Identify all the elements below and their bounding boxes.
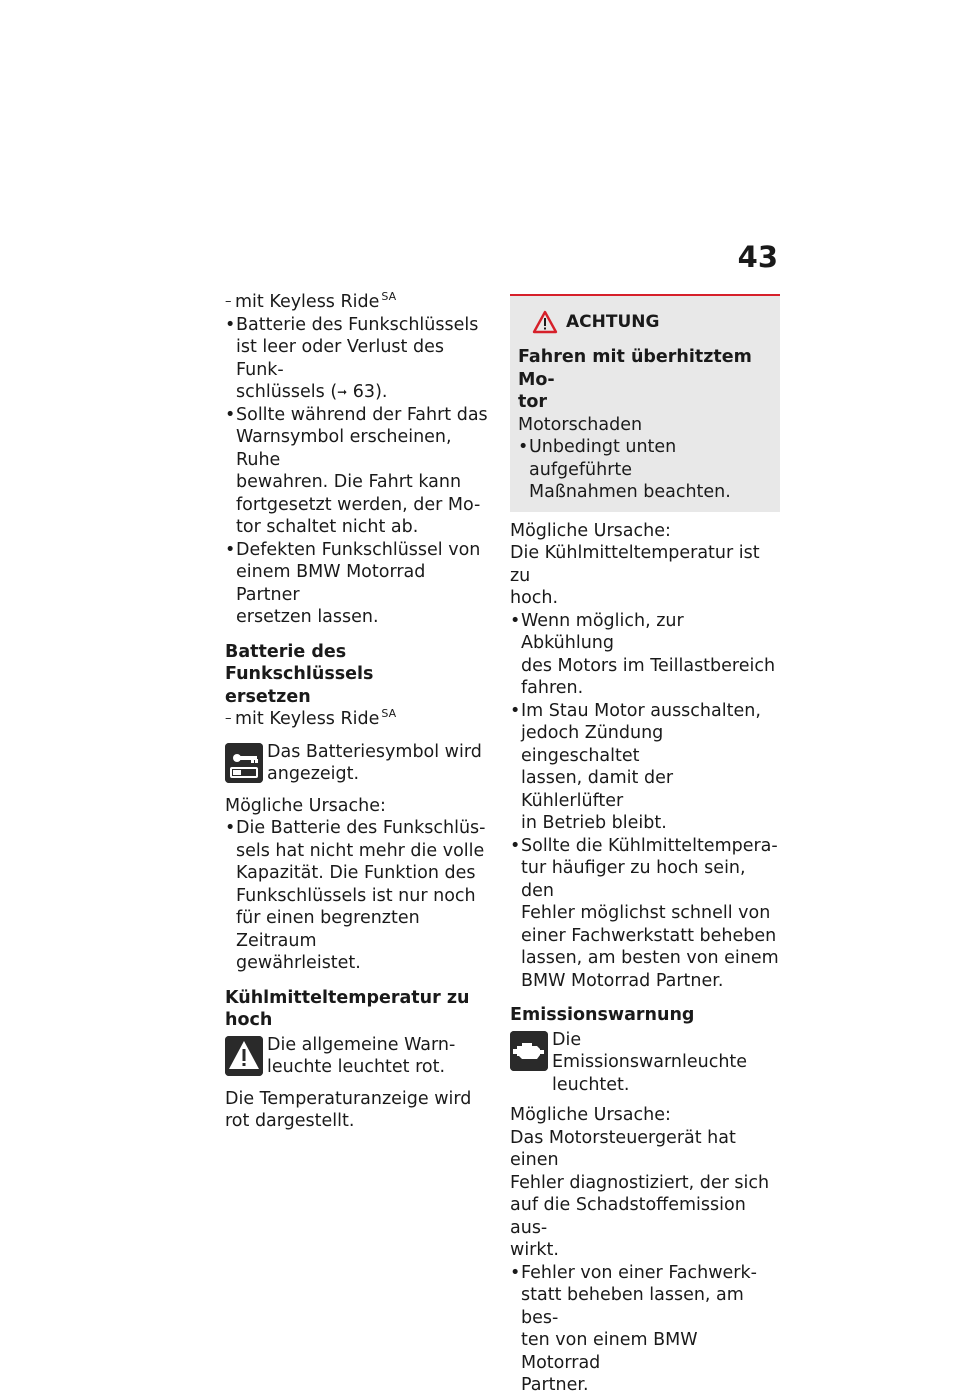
battery-indicator-row: Das Batteriesymbol wird angezeigt. — [225, 741, 493, 787]
warning-title: ACHTUNG — [566, 311, 660, 332]
warning-heading: Fahren mit überhitztem Mo- tor — [518, 347, 752, 412]
coolant-warning-row: Die allgemeine Warn- leuchte leuchtet rot. — [225, 1034, 493, 1080]
list-item: • Fehler von einer Fachwerk- statt beheben lassen, am bes- ten von einem BMW Motorrad Partner. — [510, 1262, 780, 1397]
list-item: • Im Stau Motor ausschalten, jedoch Zündung eingeschaltet lassen, damit der Kühlerlüfter in Betrieb bleibt. — [510, 700, 780, 835]
list-item: • Unbedingt unten aufgeführte Maßnahmen beachten. — [518, 436, 772, 504]
list-item: • Sollte die Kühlmitteltempera- tur häufiger zu hoch sein, den Fehler möglichst schnell von einer Fachwerkstatt beheben lassen, am besten von einem BMW Motorrad Partner. — [510, 835, 780, 993]
arrow-right-icon: ➞ — [337, 385, 348, 399]
warning-triangle-icon — [532, 310, 558, 334]
page-number: 43 — [737, 240, 778, 274]
warning-triangle-icon — [225, 1036, 263, 1076]
list-item: • Die Batterie des Funkschlüs- sels hat nicht mehr die volle Kapazität. Die Funktion des Funkschlüssels ist nur noch für einen begrenzten Zeitraum gewährleistet. — [225, 817, 493, 975]
list-item: • Sollte während der Fahrt das Warnsymbol erscheinen, Ruhe bewahren. Die Fahrt kann fortgesetzt werden, der Mo- tor schaltet nicht ab. — [225, 404, 493, 539]
right-column — [510, 294, 780, 1397]
emission-warning-row: Die Emissionswarnleuchte leuchtet. — [510, 1029, 780, 1097]
coolant-paragraph: Die Temperaturanzeige wird rot dargestellt. — [225, 1088, 472, 1131]
keyless-ride-condition: – mit Keyless Ride $^{SA}$ — [225, 708, 493, 731]
list-item: • Defekten Funkschlüssel von einem BMW Motorrad Partner ersetzen lassen. — [225, 539, 493, 629]
cause-label: Mögliche Ursache: — [225, 795, 386, 816]
keyless-ride-condition: – mit Keyless Ride $^{SA}$ — [225, 291, 493, 314]
list-item: • Batterie des Funkschlüssels ist leer oder Verlust des Funk- schlüssels (➞ 63). — [225, 314, 493, 404]
warning-subtext: Motorschaden — [518, 414, 643, 435]
cause-label: Mögliche Ursache: — [510, 520, 671, 541]
cause-text: Die Kühlmitteltemperatur ist zu hoch. — [510, 543, 760, 608]
battery-key-icon — [225, 743, 263, 783]
list-item: • Wenn möglich, zur Abkühlung des Motors im Teillastbereich fahren. — [510, 610, 780, 700]
section-heading-coolant: Kühlmitteltemperatur zu hoch — [225, 987, 470, 1030]
section-heading-battery: Batterie des Funkschlüssels ersetzen — [225, 641, 374, 707]
section-heading-emission: Emissionswarnung — [510, 1005, 695, 1025]
emission-paragraph: Das Motorsteuergerät hat einen Fehler diagnostiziert, der sich auf die Schadstoffemission aus- wirkt. — [510, 1127, 770, 1260]
engine-check-icon — [510, 1031, 548, 1071]
cause-label: Mögliche Ursache: — [510, 1105, 671, 1125]
left-column — [225, 291, 493, 1133]
warning-box — [510, 294, 780, 512]
page-reference-link[interactable]: 63). — [352, 382, 388, 402]
